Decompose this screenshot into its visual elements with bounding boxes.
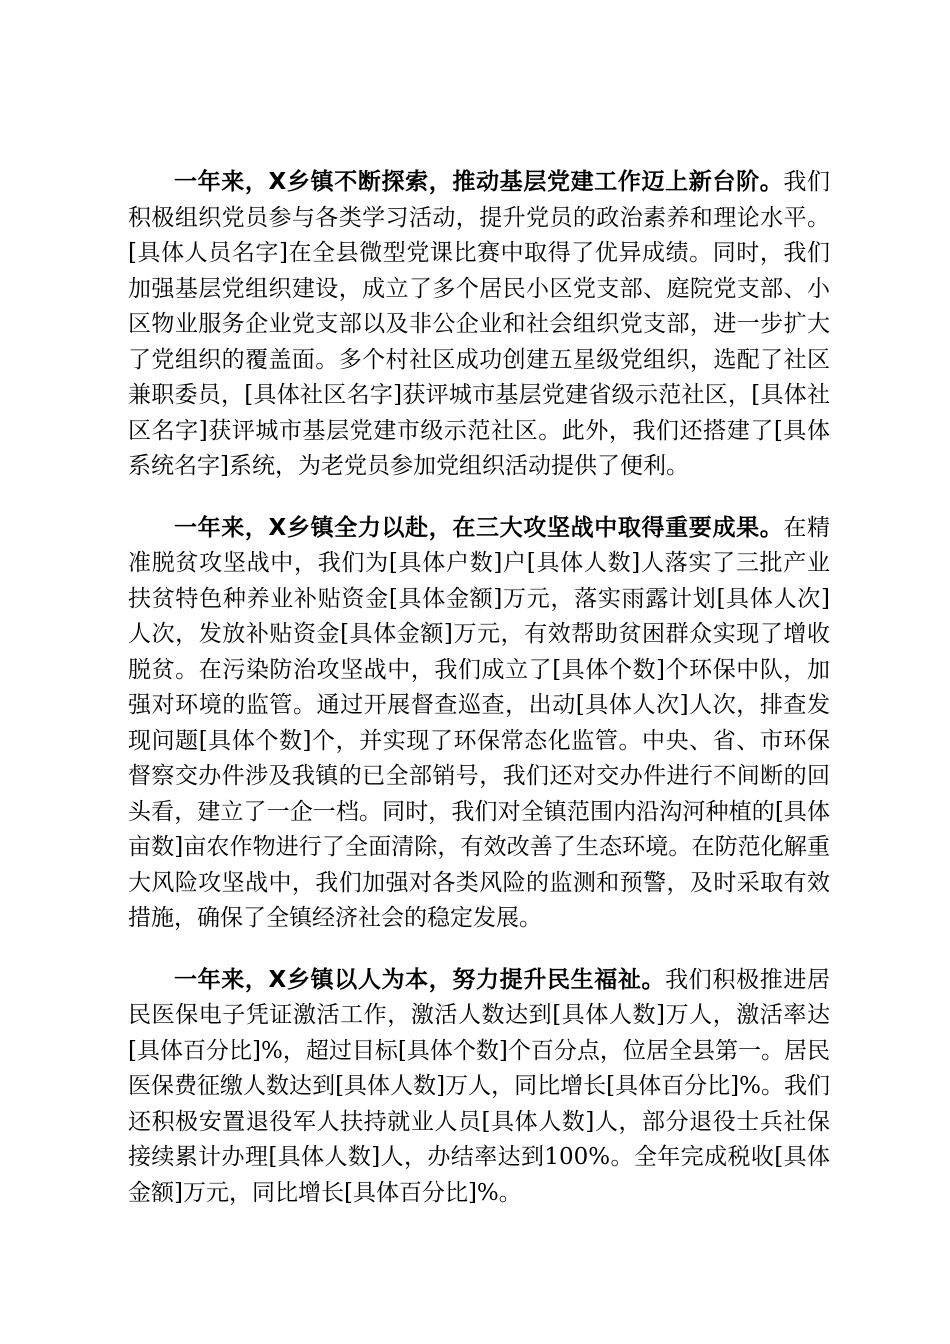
paragraph-body: 我们积极推进居民医保电子凭证激活工作，激活人数达到[具体人数]万人，激活率达[具体百分比]%，超过目标[具体个数]个百分点，位居全县第一。居民医保费征缴人数达到[具体人数]万人，同比增长[具体百分比]%。我们还积极安置退役军人扶持就业人员[具体人数]人，部分退役士兵社保接续累计办理[具体人数]人，办结率达到100%。全年完成税收[具体金额]万元，同比增长[具体百分比]%。 (128, 966, 831, 1206)
paragraph-lead: 一年来，X乡镇以人为本，努力提升民生福祉。 (174, 966, 666, 993)
paragraph-party-building (128, 165, 830, 485)
paragraph-body: 在精准脱贫攻坚战中，我们为[具体户数]户[具体人数]人落实了三批产业扶贫特色种养业补贴资金[具体金额]万元，落实雨露计划[具体人次]人次，发放补贴资金[具体金额]万元，有效帮助贫困群众实现了增收脱贫。在污染防治攻坚战中，我们成立了[具体个数]个环保中队，加强对环境的监管。通过开展督查巡查，出动[具体人次]人次，排查发现问题[具体个数]个，并实现了环保常态化监管。中央、省、市环保督察交办件涉及我镇的已全部销号，我们还对交办件进行不间断的回头看，建立了一企一档。同时，我们对全镇范围内沿沟河种植的[具体亩数]亩农作物进行了全面清除，有效改善了生态环境。在防范化解重大风险攻坚战中，我们加强对各类风险的监测和预警，及时采取有效措施，确保了全镇经济社会的稳定发展。 (128, 514, 830, 931)
paragraph-three-battles (128, 511, 830, 937)
paragraph-lead: 一年来，X乡镇不断探索，推动基层党建工作迈上新台阶。 (174, 169, 784, 195)
document-page (128, 165, 830, 1237)
paragraph-livelihood (128, 963, 830, 1212)
paragraph-body: 我们积极组织党员参与各类学习活动，提升党员的政治素养和理论水平。[具体人员名字]在全县微型党课比赛中取得了优异成绩。同时，我们加强基层党组织建设，成立了多个居民小区党支部、庭院党支部、小区物业服务企业党支部以及非公企业和社会组织党支部，进一步扩大了党组织的覆盖面。多个村社区成功创建五星级党组织，选配了社区兼职委员，[具体社区名字]获评城市基层党建省级示范社区，[具体社区名字]获评城市基层党建市级示范社区。此外，我们还搭建了[具体系统名字]系统，为老党员参加党组织活动提供了便利。 (128, 169, 830, 479)
paragraph-lead: 一年来，X乡镇全力以赴，在三大攻坚战中取得重要成果。 (174, 514, 784, 541)
